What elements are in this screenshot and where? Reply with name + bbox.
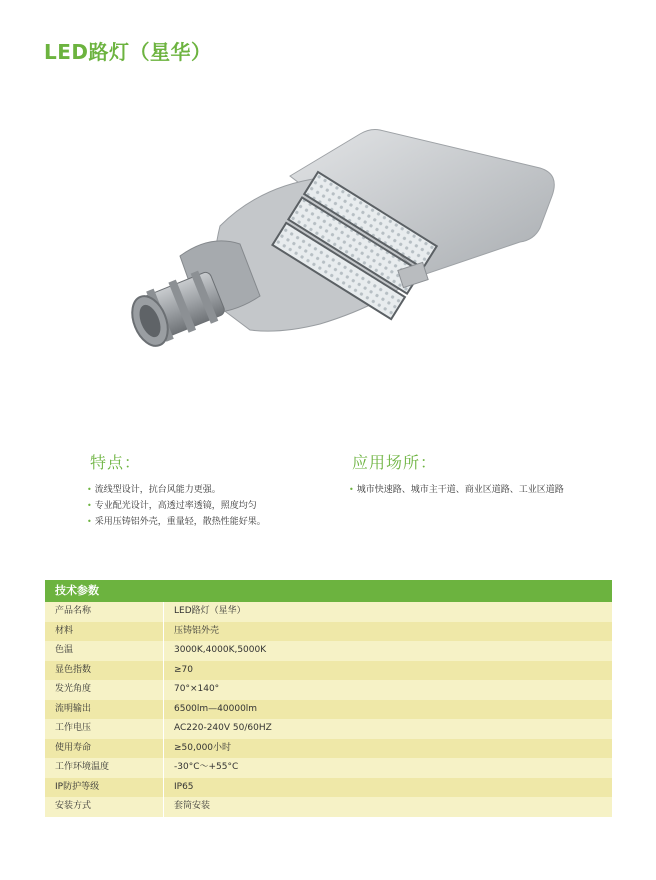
bullet-icon: • [349,485,354,494]
spec-value: AC220-240V 50/60HZ [163,719,612,739]
spec-value: IP65 [163,778,612,798]
spec-value: 6500lm—40000lm [163,700,612,720]
spec-label: 流明输出 [55,703,92,714]
applications-heading: 应用场所： [352,453,438,472]
features-list [87,482,266,530]
table-row [45,719,612,739]
table-row [45,641,612,661]
table-row [45,622,612,642]
spec-label: 产品名称 [55,606,92,616]
spec-table-header: 技术参数 [45,580,612,602]
spec-label: 使用寿命 [55,742,92,753]
spec-table-body [45,602,612,817]
spec-value: ≥70 [163,661,612,681]
table-row [45,778,612,798]
spec-value: ≥50,000小时 [163,739,612,759]
spec-label: 安装方式 [55,801,92,811]
table-row [45,661,612,681]
spec-value: 套筒安装 [163,797,612,817]
spec-value: -30°C～+55°C [163,758,612,778]
spec-value: 3000K,4000K,5000K [163,641,612,661]
spec-value: LED路灯（星华） [163,602,612,622]
spec-value: 压铸铝外壳 [163,622,612,642]
spec-label: 色温 [55,645,74,655]
spec-label: 工作环境温度 [55,762,110,772]
table-row [45,797,612,817]
features-heading: 特点： [90,453,142,472]
led-street-light-image [120,116,560,366]
list-item: • 采用压铸铝外壳，重量轻，散热性能好果。 [87,517,266,527]
spec-label: IP防护等级 [55,781,100,792]
spec-label: 发光角度 [55,684,92,694]
bullet-icon: • [87,517,92,526]
list-item: • 流线型设计，抗台风能力更强。 [87,485,221,495]
table-row [45,700,612,720]
applications-list [349,482,564,498]
spec-label: 显色指数 [55,664,92,675]
list-item: • 城市快速路、城市主干道、商业区道路、工业区道路 [349,485,564,495]
spec-value: 70°×140° [163,680,612,700]
page-title: LED路灯（星华） [44,40,212,64]
list-item: • 专业配光设计，高透过率透镜，照度均匀 [87,501,257,511]
table-row [45,739,612,759]
table-row [45,602,612,622]
table-row [45,758,612,778]
spec-label: 工作电压 [55,723,92,733]
bullet-icon: • [87,485,92,494]
spec-table [45,580,612,817]
bullet-icon: • [87,501,92,510]
spec-label: 材料 [55,625,74,636]
table-row [45,680,612,700]
